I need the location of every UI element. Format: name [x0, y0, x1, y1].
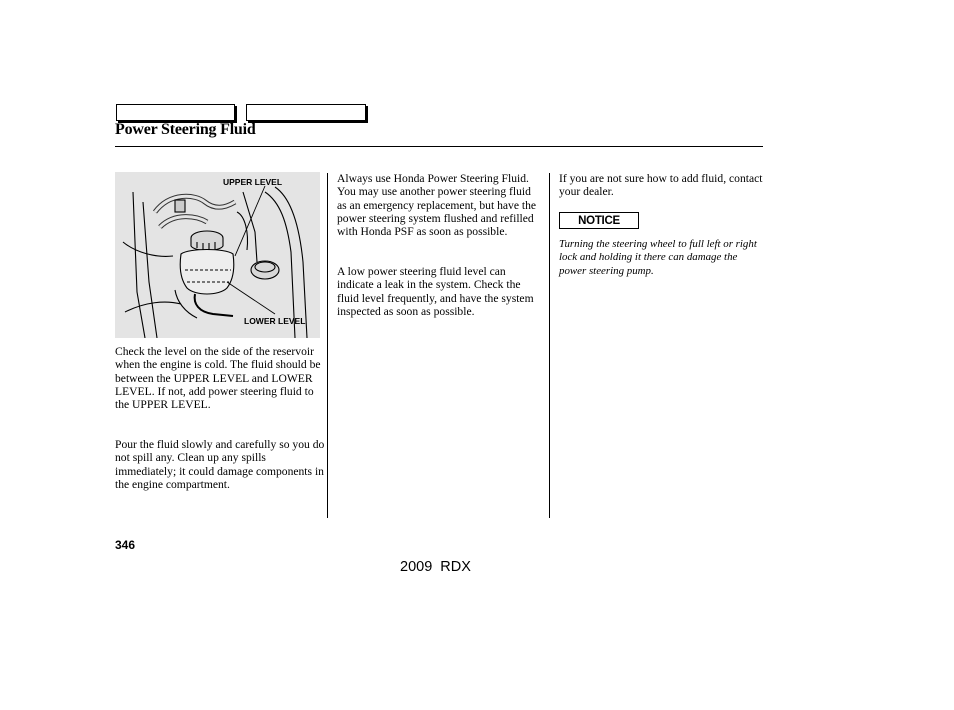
- page-title: Power Steering Fluid: [115, 121, 256, 138]
- column3-paragraph-1: If you are not sure how to add fluid, contact your dealer.: [559, 172, 763, 199]
- reservoir-illustration: [115, 172, 320, 338]
- page-number: 346: [115, 538, 136, 552]
- lower-level-label: LOWER LEVEL: [244, 316, 306, 326]
- notice-badge: NOTICE: [559, 212, 639, 229]
- header-tab-box-2: [246, 104, 366, 121]
- column1-paragraph-2: Pour the fluid slowly and carefully so you do not spill any. Clean up any spills immediately; it could damage components in the engine compartment.: [115, 438, 325, 491]
- column-divider-2: [549, 173, 550, 518]
- header-tab-box-1: [116, 104, 235, 121]
- column1-paragraph-1: Check the level on the side of the reservoir when the engine is cold. The fluid should be between the UPPER LEVEL and LOWER LEVEL. If not, add power steering fluid to the UPPER LEVEL.: [115, 345, 321, 412]
- reservoir-drawing: [115, 172, 320, 338]
- upper-level-label: UPPER LEVEL: [223, 177, 283, 187]
- column-divider-1: [327, 173, 328, 518]
- column2-paragraph-1: Always use Honda Power Steering Fluid. You may use another power steering fluid as an emergency replacement, but have the power steering system flushed and refilled with Honda PSF as soon as possible.: [337, 172, 537, 239]
- notice-text: Turning the steering wheel to full left or right lock and holding it there can damage the power steering pump.: [559, 238, 757, 277]
- title-rule: [115, 146, 763, 147]
- footer-model: 2009 RDX: [400, 559, 471, 575]
- column2-paragraph-2: A low power steering fluid level can indicate a leak in the system. Check the fluid level frequently, and have the system inspected as soon as possible.: [337, 265, 534, 318]
